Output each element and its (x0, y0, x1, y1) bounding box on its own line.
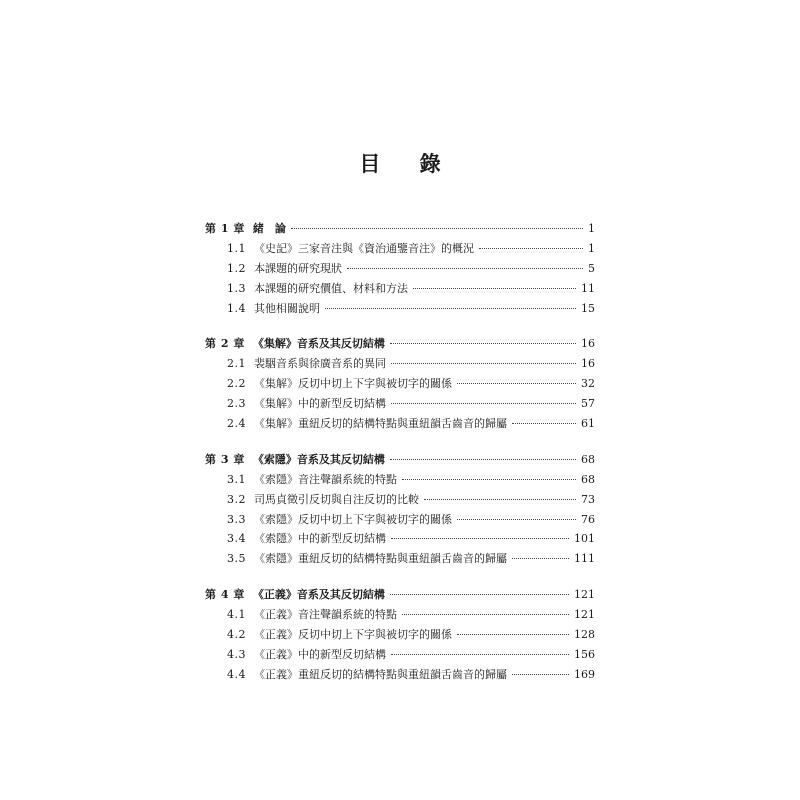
leader-dots (390, 343, 576, 344)
page-number: 169 (574, 667, 595, 681)
section-row[interactable] (205, 549, 595, 569)
leader-dots (457, 383, 576, 384)
page-number: 128 (574, 628, 595, 642)
page-number: 156 (574, 647, 595, 661)
section-number: 3.2 (227, 492, 246, 506)
leader-dots (391, 403, 576, 404)
page-number: 15 (581, 301, 595, 315)
section-number: 4.2 (227, 628, 246, 642)
section-row[interactable] (205, 625, 595, 645)
page-number: 68 (581, 472, 595, 486)
chapter-row[interactable] (205, 219, 595, 239)
section-number: 2.4 (227, 417, 246, 431)
section-title: 本課題的研究價值、材料和方法 (254, 281, 408, 295)
leader-dots (512, 558, 569, 559)
section-title: 《史記》三家音注與《資治通鑒音注》的概況 (254, 241, 474, 255)
section-title: 裴駰音系與徐廣音系的異同 (254, 357, 386, 371)
section-title: 《正義》反切中切上下字與被切字的關係 (254, 628, 452, 642)
page-number: 5 (588, 261, 595, 275)
section-row[interactable] (205, 470, 595, 490)
page-number: 16 (581, 357, 595, 371)
section-title: 《索隱》中的新型反切結構 (254, 532, 386, 546)
chapter-4 (205, 585, 595, 684)
leader-dots (413, 288, 576, 289)
page-number: 76 (581, 512, 595, 526)
chapter-title: 《索隱》音系及其反切結構 (252, 452, 385, 466)
section-title: 《集解》重紐反切的結構特點與重紐韻舌齒音的歸屬 (254, 417, 507, 431)
section-row[interactable] (205, 299, 595, 319)
page-number: 1 (588, 222, 595, 235)
section-title: 《正義》中的新型反切結構 (254, 647, 386, 661)
chapter-row[interactable] (205, 585, 595, 605)
chapter-number: 第 1 章 (205, 222, 245, 235)
section-row[interactable] (205, 665, 595, 685)
page-number: 121 (574, 608, 595, 622)
chapter-row[interactable] (205, 334, 595, 354)
page-number: 32 (581, 377, 595, 391)
leader-dots (390, 459, 576, 460)
leader-dots (479, 248, 583, 249)
section-row[interactable] (205, 259, 595, 279)
section-number: 1.3 (227, 281, 246, 295)
chapter-number: 第 4 章 (205, 588, 245, 602)
page-number: 61 (581, 417, 595, 431)
section-row[interactable] (205, 510, 595, 530)
section-title: 《索隱》重紐反切的結構特點與重紐韻舌齒音的歸屬 (254, 552, 507, 566)
page-number: 121 (574, 588, 595, 602)
leader-dots (291, 228, 583, 229)
section-number: 1.4 (227, 301, 246, 315)
section-number: 2.1 (227, 357, 246, 371)
leader-dots (391, 538, 569, 539)
section-title: 《正義》音注聲韻系統的特點 (254, 608, 397, 622)
section-number: 2.2 (227, 377, 246, 391)
section-row[interactable] (205, 279, 595, 299)
section-number: 3.3 (227, 512, 246, 526)
page-number: 101 (574, 532, 595, 546)
section-number: 4.3 (227, 647, 246, 661)
section-number: 1.2 (227, 261, 246, 275)
section-title: 司馬貞徵引反切與自注反切的比較 (254, 492, 419, 506)
leader-dots (391, 654, 569, 655)
chapter-number: 第 2 章 (205, 337, 245, 351)
section-number: 2.3 (227, 397, 246, 411)
chapter-title: 《集解》音系及其反切結構 (252, 337, 385, 351)
page-number: 111 (574, 552, 595, 566)
section-number: 1.1 (227, 241, 246, 255)
leader-dots (390, 594, 569, 595)
page-number: 11 (581, 281, 595, 295)
section-row[interactable] (205, 490, 595, 510)
section-title: 《集解》中的新型反切結構 (254, 397, 386, 411)
section-number: 3.4 (227, 532, 246, 546)
chapter-title: 緒 論 (252, 222, 286, 235)
section-row[interactable] (205, 394, 595, 414)
section-row[interactable] (205, 645, 595, 665)
section-title: 《集解》反切中切上下字與被切字的關係 (254, 377, 452, 391)
leader-dots (424, 499, 576, 500)
section-title: 《正義》重紐反切的結構特點與重紐韻舌齒音的歸屬 (254, 667, 507, 681)
leader-dots (457, 519, 576, 520)
leader-dots (402, 479, 576, 480)
section-title: 本課題的研究現狀 (254, 261, 342, 275)
section-number: 4.4 (227, 667, 246, 681)
chapter-1 (205, 219, 595, 318)
page-number: 73 (581, 492, 595, 506)
section-row[interactable] (205, 605, 595, 625)
chapter-2 (205, 334, 595, 433)
section-title: 《索隱》音注聲韻系統的特點 (254, 472, 397, 486)
leader-dots (402, 614, 569, 615)
section-title: 其他相關說明 (254, 301, 320, 315)
chapter-title: 《正義》音系及其反切結構 (252, 588, 385, 602)
page-number: 57 (581, 397, 595, 411)
section-number: 4.1 (227, 608, 246, 622)
section-row[interactable] (205, 239, 595, 259)
page-number: 16 (581, 337, 595, 351)
leader-dots (325, 308, 576, 309)
chapter-number: 第 3 章 (205, 452, 245, 466)
chapter-row[interactable] (205, 450, 595, 470)
section-number: 3.5 (227, 552, 246, 566)
section-row[interactable] (205, 374, 595, 394)
leader-dots (512, 423, 576, 424)
chapter-3 (205, 450, 595, 569)
section-row[interactable] (205, 529, 595, 549)
leader-dots (512, 674, 569, 675)
leader-dots (347, 268, 583, 269)
page-title: 目 錄 (359, 151, 457, 176)
leader-dots (391, 363, 576, 364)
section-title: 《索隱》反切中切上下字與被切字的關係 (254, 512, 452, 526)
leader-dots (457, 634, 569, 635)
section-row[interactable] (205, 354, 595, 374)
page-number: 1 (588, 241, 595, 255)
page-number: 68 (581, 452, 595, 466)
section-row[interactable] (205, 414, 595, 434)
table-of-contents (205, 219, 595, 701)
section-number: 3.1 (227, 472, 246, 486)
